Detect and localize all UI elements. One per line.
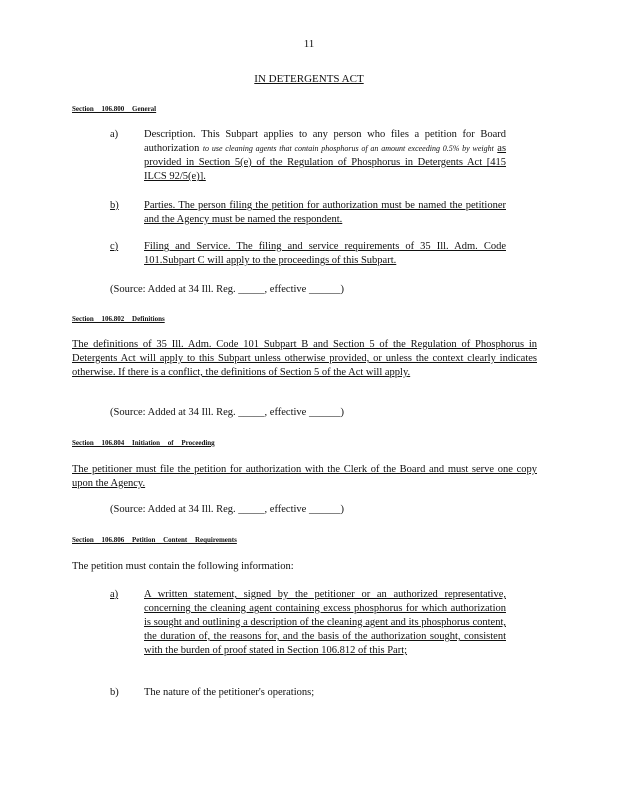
item-label: b)	[110, 687, 119, 698]
section-106-806-intro: The petition must contain the following information:	[72, 561, 294, 572]
section-106-804-source: (Source: Added at 34 Ill. Reg. _____, effective ______)	[110, 504, 344, 515]
section-106-804-text: The petitioner must file the petition for authorization with the Clerk of the Board and must serve one copy upon the Agency.	[72, 464, 537, 489]
item-label: c)	[110, 241, 119, 252]
section-106-804-heading: Section 106.804 Initiation of Proceeding	[72, 439, 215, 447]
item-text	[144, 128, 506, 184]
item-text: Filing and Service. The filing and service requirements of 35 Ill. Adm. Code 101.Subpart C will apply to the proceedings of this Subpart.	[144, 241, 506, 266]
section-106-800-heading: Section 106.800 General	[72, 105, 157, 113]
item-text: The nature of the petitioner's operations;	[144, 687, 315, 698]
page-number: 11	[303, 38, 315, 50]
page-title-text: IN DETERGENTS ACT	[254, 73, 364, 85]
item-text: Parties. The person filing the petition for authorization must be named the petitioner and the Agency must be named the respondent.	[144, 200, 506, 225]
item-text-part2: to use cleaning agents that contain phosphorus of an amount exceeding 0.5% by weight	[202, 144, 494, 153]
item-lead: Description.	[144, 129, 196, 140]
item-text-part1: This Subpart applies to any person who files a petition for Board authorization	[144, 129, 507, 154]
item-label: a)	[110, 129, 119, 140]
page-title	[0, 72, 618, 86]
section-106-802-source: (Source: Added at 34 Ill. Reg. _____, effective ______)	[110, 407, 344, 418]
item-text-part3: as provided in Section 5(e) of the Regulation of Phosphorus in Detergents Act [415 ILCS 92/5(e)].	[144, 143, 507, 182]
item-label: b)	[110, 200, 119, 211]
section-106-802-text: The definitions of 35 Ill. Adm. Code 101 Subpart B and Section 5 of the Regulation of Phosphorus in Detergents Act will apply to this Subpart unless otherwise provided, or unless the context clearly indicates otherwise. If there is a conflict, the definitions of Section 5 of the Act will apply.	[72, 339, 537, 378]
section-106-800-source: (Source: Added at 34 Ill. Reg. _____, effective ______)	[110, 284, 344, 295]
item-text: A written statement, signed by the petitioner or an authorized representative, concerning the cleaning agent containing excess phosphorus for which authorization is sought and outlining a description of the cleaning agent and its phosphorus content, the duration of, the reasons for, and the basis of the authorization sought, consistent with the burden of proof stated in Section 106.812 of this Part;	[144, 589, 506, 656]
section-106-802-heading: Section 106.802 Definitions	[72, 315, 165, 323]
section-106-806-heading: Section 106.806 Petition Content Requirements	[72, 536, 237, 544]
item-label: a)	[110, 589, 119, 600]
